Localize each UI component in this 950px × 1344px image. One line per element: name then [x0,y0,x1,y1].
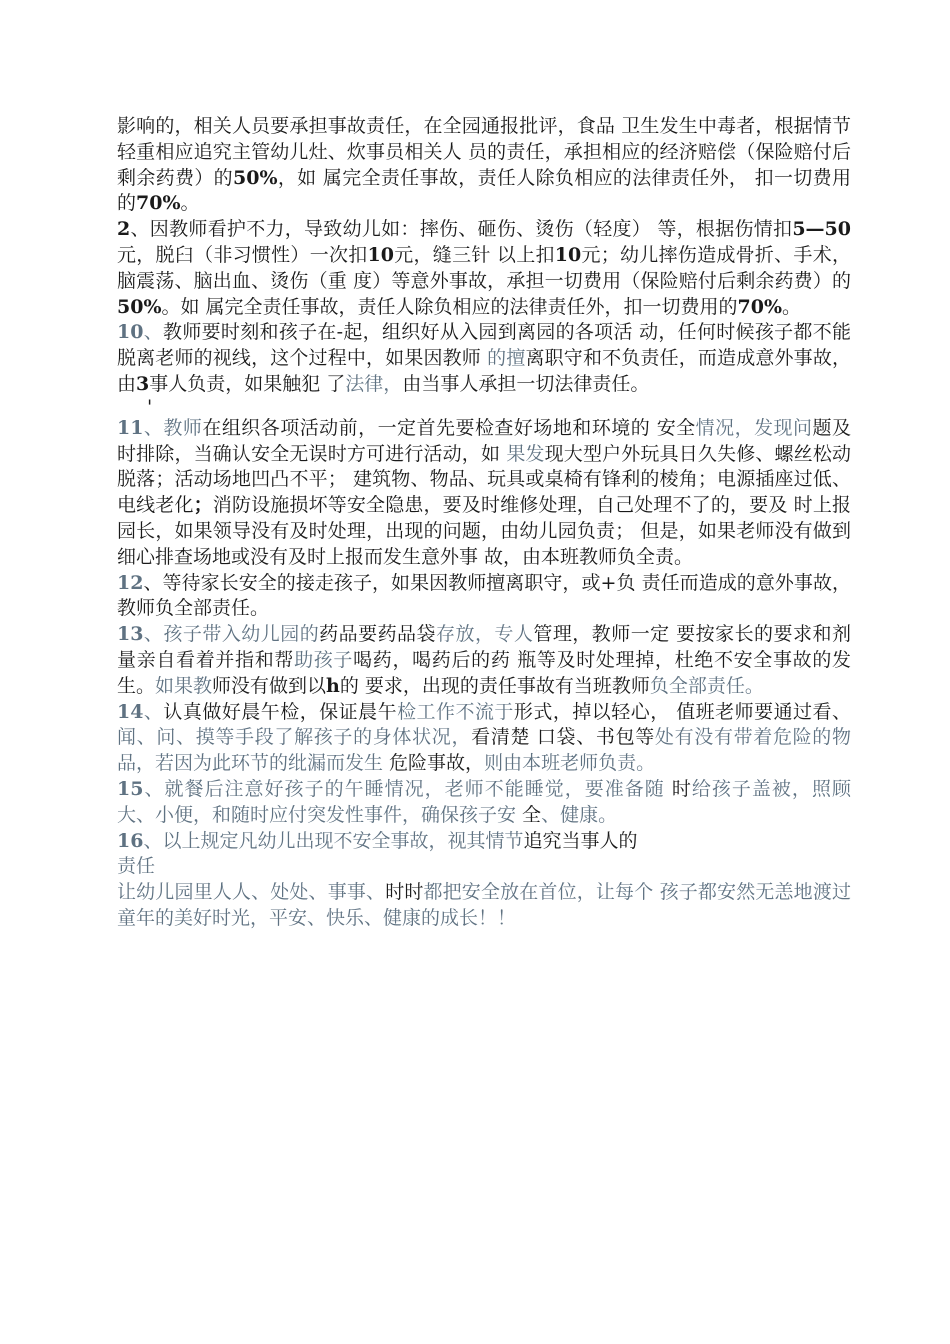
text-run: 50% [233,166,278,189]
paragraph-continuation-food-safety [117,114,851,217]
text-run: 3 [136,372,150,395]
text-run: 的擅 [487,347,526,370]
text-run: 。 [180,192,200,215]
text-run: 15 [117,777,144,800]
text-run: 则由本班老师负责。 [484,752,656,775]
text-run: 法律， [345,372,403,395]
text-run: 元；幼儿摔伤造成骨折、手术，脑震荡、脑出血、烫伤（重 度）等意外事故，承担一切费用（保险赔付后剩余药费）的 [117,243,851,292]
text-run: 12 [117,571,144,594]
text-run: 看清楚 口袋、书包等 [471,726,655,749]
text-run: 就餐后注意好孩子的 [164,777,345,800]
text-run: 14 [117,700,144,723]
text-run: 的 要求，出现的责任事故有当班教师 [339,674,650,697]
text-run: 师没有做到以 [212,674,327,697]
text-run: 10 [554,243,582,266]
text-run: 时时 [385,881,424,904]
text-run: 带入幼儿园的 [202,623,320,646]
text-run: 果发 [506,442,545,465]
text-run: 闻、问、摸等手段了解孩子的身体状况， [117,726,472,749]
paragraph-item-2-injury-penalties [117,217,851,320]
text-run: 时 [671,777,692,800]
document-body [117,114,851,932]
text-run: 全 [522,803,542,826]
text-run: 在组织各项活动前，一定首先要检查好场地和环境的 安全 [202,416,696,439]
text-run: 。 [782,295,802,318]
paragraph-item-12-pickup [117,571,851,623]
text-run: 离职守和不负责任，而造成意外事故，由 [117,347,851,395]
text-run: 11 [117,416,144,439]
text-run: ，如 属完全责任事故，责任人除负相应的法律责任外， 扣一切费用的 [117,166,851,215]
text-run: 13 [117,623,144,646]
text-run: 、教师 [143,416,203,439]
paragraph-responsibility-word [117,854,851,880]
text-run: 影响的，相关人员要承担事故责任，在全园通报批评，食品 卫生发生中毒者，根据情节轻重相应追究主管幼儿灶、炊事员相关人 员的责任，承担相应的经济赔偿（保险赔付后剩余药费）的 [117,115,851,189]
paragraph-closing-statement [117,880,851,932]
text-run: 、 [143,777,165,800]
paragraph-item-13-medicine [117,622,851,699]
text-run: 。如 属完全责任事故，责任人除负相应的法律责任外，扣一切费用的 [161,295,738,318]
text-run: 处有没有带着危险的物品，若因为此环节的纰漏而发生 [117,726,851,775]
paragraph-item-11-site-inspection [117,416,851,571]
text-run: 事人负责，如果触犯 了 [149,372,346,395]
text-run: 形式，掉以轻心， 值班老师要通过看、 [513,700,851,723]
text-run: 、 [143,700,164,723]
text-run: 70% [737,295,783,318]
text-run: 由当事人承担一切法律责任。 [402,372,650,395]
text-run: 50% [117,295,162,318]
text-run: 追究当事人的 [523,829,638,852]
text-run: h [326,674,340,697]
text-run: 、等待家长安全的接走孩子，如果因教师擅离职守，或+负 责任而造成的意外事故，教师负全部责任。 [117,571,851,620]
text-run: 5—50 [792,218,851,241]
text-run: 现大型户外玩具日久失修、螺丝松动脱落；活动场地凹凸不平； 建筑物、物品、玩具或桌椅有锋利的棱角；电源插座过低、电线老化 [117,442,851,517]
text-run: 10 [367,243,394,266]
text-run: 70% [136,192,181,215]
paragraph-item-15-nap-care [117,777,851,829]
text-run: 2 [117,218,131,241]
text-run: 、健康。 [541,803,618,826]
text-run: 存放，专人 [436,623,534,646]
text-run: 元，脱臼（非习惯性）一次扣 [117,243,368,266]
text-run: 消防设施损坏等安全隐患，要及时维修处理，自己处理不了的，要及 时上报园长，如果领导没有及时处理，出现的问题，由幼儿园负责； 但是，如果老师没有做到细心排查场地或没有及时上报而发生意外事 故，由本班教师负全责。 [117,494,851,568]
text-run: 16 [117,829,144,852]
text-run: 、因教师看护不力，导致幼儿如：摔伤、砸伤、烫伤（轻度） 等，根据伤情扣 [130,218,793,241]
text-run: 教师要时刻和孩子在-起，组织好从入园到离园的各项活 动，任何时候孩子都不能脱离老师的视线，这个过程中，如果因教师 [117,321,851,370]
text-run: 题及时排除，当确认安全无误时方可进行活动，如 [117,416,851,465]
stray-mark: ' [147,395,153,418]
text-run: 检工作不流于 [397,700,514,723]
paragraph-item-14-morning-check [117,700,851,777]
paragraph-item-10-supervision [117,320,851,397]
text-run: 给孩子盖被，照顾大、小便，和随时应付突发性事件，确保孩子安 [117,777,851,826]
text-run: 危险事故， [389,752,485,775]
text-run: 如果教 [155,674,213,697]
text-run: 元，缝三针 以上扣 [393,243,555,266]
text-run: 10 [117,321,144,344]
text-run: 责任 [117,855,156,878]
text-run: 情况，发现问 [695,416,813,439]
text-run: 午睡情况，老师不能睡觉，要准备随 [344,777,672,800]
text-run: 让幼儿园里人人、处处、事事、 [117,881,386,904]
text-run: 管理，教师一定 要按家长的要求和剂量亲自看着并指和帮 [117,623,851,671]
text-run: 、 [143,321,164,344]
text-run: 都把安全放在首位，让每个 孩子都安然无恙地渡过童年的美好时光，平安、快乐、健康的成长！！ [117,881,851,929]
text-run: 助孩子 [294,648,354,671]
paragraph-item-16-accountability [117,829,851,855]
text-run: 、孩子 [143,623,203,646]
text-run: 认真做好晨午检，保证晨午 [163,700,398,723]
text-run: ； [193,494,213,517]
text-run: 药品要药品袋 [319,623,436,646]
text-run: 、以上规定凡幼儿出现不安全事故，视其情节 [143,829,524,852]
text-run: 喝药，喝药后的药 瓶等及时处理掉，杜绝不安全事故的发生。 [117,648,851,697]
text-run: 负全部责任。 [649,674,764,697]
